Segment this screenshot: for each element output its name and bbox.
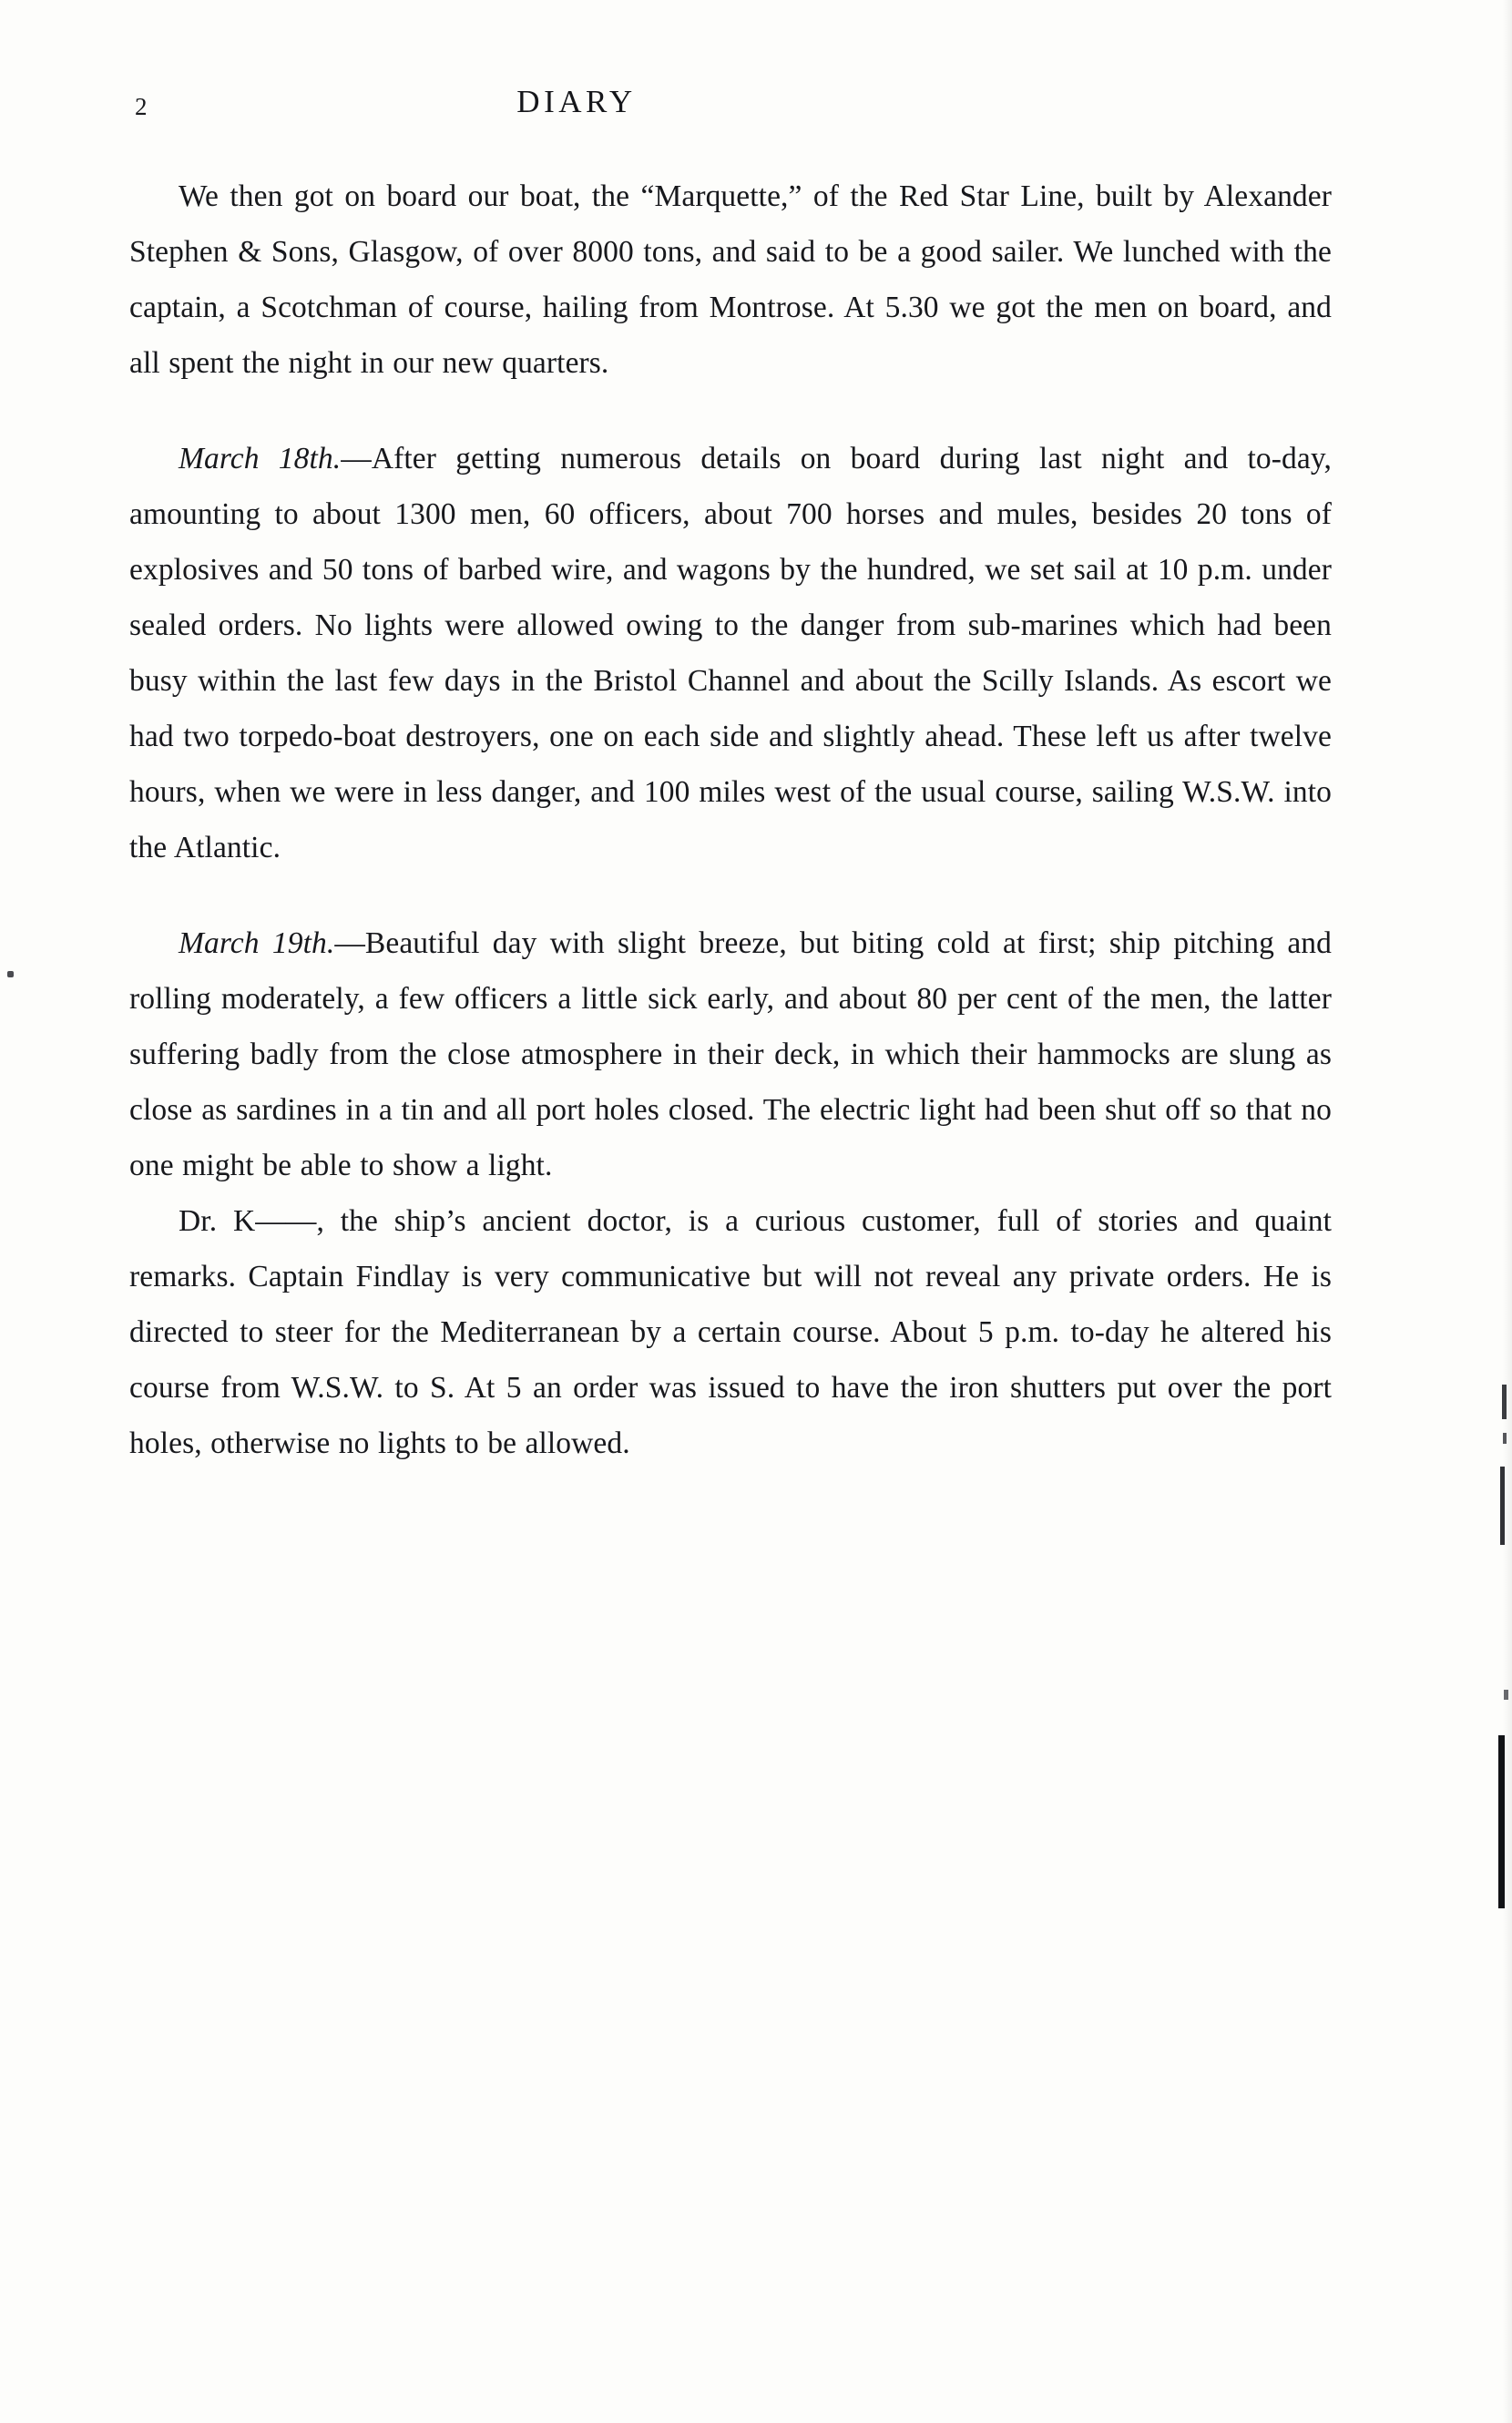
scan-artifact-left [7,971,14,977]
date-label: March 18th. [179,442,342,475]
running-head [117,84,1392,138]
page-edge-shadow [1503,0,1512,2423]
date-label: March 19th. [179,926,335,960]
page-title: DIARY [516,84,637,119]
paragraph: We then got on board our boat, the “Marquette,” of the Red Star Line, built by Alexander Stephen & Sons, Glasgow, of over 8000 tons, and said to be a good sailer. We lunched with the captain, a Scotchman of course, hailing from Montrose. At 5.30 we got the men on board, and all spent the night in our new quarters. [129,179,1332,380]
paragraph [129,431,1332,875]
paragraph-spacer [129,875,1332,915]
paragraph-text: —After getting numerous details on board during last night and to-day, amounting to about 1300 men, 60 officers, about 700 horses and mules, besides 20 tons of explosives and 50 tons of barbed wire, and wagons by the hundred, we set sail at 10 p.m. under sealed orders. No lights were allowed owing to the danger from sub-marines which had been busy within the last few days in the Bristol Channel and about the Scilly Islands. As escort we had two torpedo-boat destroyers, one on each side and slightly ahead. These left us after twelve hours, when we were in less danger, and 100 miles west of the usual course, sailing W.S.W. into the Atlantic. [129,442,1333,864]
paragraph [129,915,1332,1193]
paragraph-spacer [129,391,1332,431]
paragraph: Dr. K——, the ship’s ancient doctor, is a curious customer, full of stories and quaint remarks. Captain Findlay is very communicative but will not reveal any private orders. He is directed to steer for the Mediterranean by a certain course. About 5 p.m. to-day he altered his course from W.S.W. to S. At 5 an order was issued to have the iron shutters put over the port holes, otherwise no lights to be allowed. [129,1204,1332,1460]
page-number: 2 [135,93,148,120]
body-text [129,169,1332,1471]
paragraph-text: —Beautiful day with slight breeze, but biting cold at first; ship pitching and rolling moderately, a few officers a little sick early, and about 80 per cent of the men, the latter suffering badly from the close atmosphere in their deck, in which their hammocks are slung as close as sardines in a tin and all port holes closed. The electric light had been shut off so that no one might be able to show a light. [129,926,1332,1182]
